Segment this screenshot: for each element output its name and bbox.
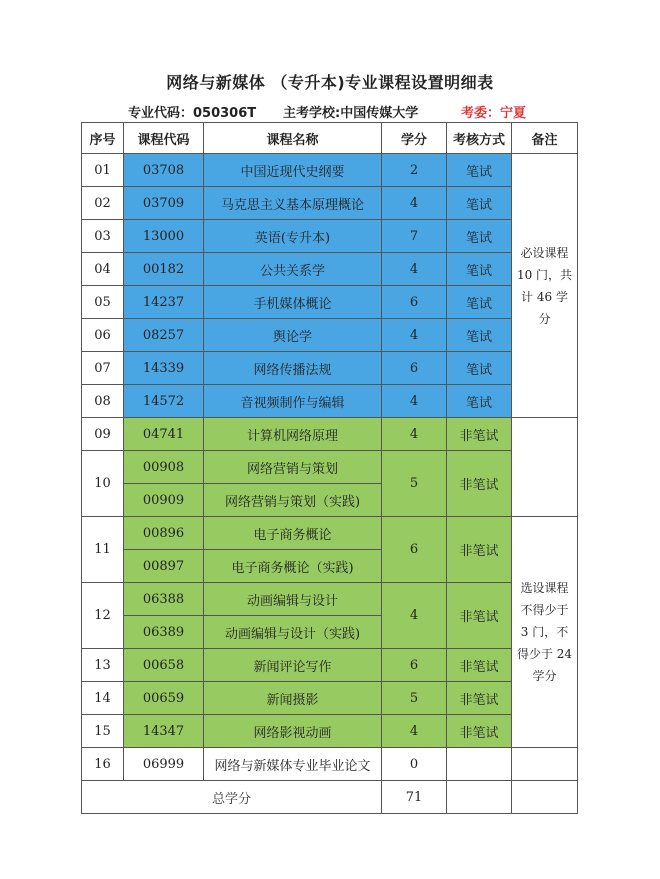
row-credit: 4 — [382, 187, 447, 220]
col-header-name: 课程名称 — [204, 123, 382, 154]
row-course-name: 网络传播法规 — [204, 352, 382, 385]
row-course-name: 动画编辑与设计（实践) — [204, 616, 382, 649]
row-credit: 4 — [382, 715, 447, 748]
table-row — [82, 418, 578, 451]
col-header-credit: 学分 — [382, 123, 447, 154]
row-code: 14237 — [124, 286, 204, 319]
row-credit: 5 — [382, 451, 447, 517]
row-no: 14 — [82, 682, 124, 715]
table-row — [82, 319, 578, 352]
table-row — [82, 715, 578, 748]
row-course-name: 中国近现代史纲要 — [204, 154, 382, 187]
row-code: 14347 — [124, 715, 204, 748]
major-code: 专业代码：050306T — [128, 106, 257, 121]
row-course-name: 舆论学 — [204, 319, 382, 352]
col-header-no: 序号 — [82, 123, 124, 154]
row-exam: 笔试 — [447, 187, 512, 220]
row-credit: 4 — [382, 253, 447, 286]
row-course-name: 电子商务概论（实践) — [204, 550, 382, 583]
row-exam: 非笔试 — [447, 682, 512, 715]
row-credit: 5 — [382, 682, 447, 715]
row-credit: 4 — [382, 583, 447, 649]
row-exam: 非笔试 — [447, 649, 512, 682]
row-no: 11 — [82, 517, 124, 583]
col-header-exam: 考核方式 — [447, 123, 512, 154]
row-credit: 6 — [382, 286, 447, 319]
row-no: 08 — [82, 385, 124, 418]
row-code: 04741 — [124, 418, 204, 451]
row-code: 00182 — [124, 253, 204, 286]
row-exam: 笔试 — [447, 385, 512, 418]
row-no: 03 — [82, 220, 124, 253]
row-no: 09 — [82, 418, 124, 451]
row-course-name: 马克思主义基本原理概论 — [204, 187, 382, 220]
row-no: 06 — [82, 319, 124, 352]
row-exam: 笔试 — [447, 352, 512, 385]
row-course-name: 电子商务概论 — [204, 517, 382, 550]
table-row — [82, 451, 578, 484]
row-course-name: 手机媒体概论 — [204, 286, 382, 319]
row-exam: 笔试 — [447, 286, 512, 319]
row-code: 00658 — [124, 649, 204, 682]
row-no: 16 — [82, 748, 124, 781]
row-code: 03708 — [124, 154, 204, 187]
row-code: 00659 — [124, 682, 204, 715]
row-exam: 非笔试 — [447, 418, 512, 451]
row-code: 00897 — [124, 550, 204, 583]
note-empty — [512, 418, 578, 517]
row-no: 02 — [82, 187, 124, 220]
row-code: 08257 — [124, 319, 204, 352]
row-credit: 2 — [382, 154, 447, 187]
row-note — [512, 748, 578, 781]
row-exam: 非笔试 — [447, 451, 512, 517]
row-credit: 4 — [382, 418, 447, 451]
total-value: 71 — [382, 781, 447, 814]
row-exam: 笔试 — [447, 253, 512, 286]
note-required: 必设课程 10 门，共计 46 学分 — [512, 154, 578, 418]
table-row — [82, 253, 578, 286]
table-row — [82, 748, 578, 781]
page-title: 网络与新媒体 （专升本)专业课程设置明细表 — [166, 73, 494, 92]
row-no: 10 — [82, 451, 124, 517]
row-exam: 非笔试 — [447, 583, 512, 649]
row-course-name: 网络营销与策划（实践) — [204, 484, 382, 517]
exam-committee: 考委：宁夏 — [461, 106, 527, 121]
table-row — [82, 682, 578, 715]
table-row — [82, 352, 578, 385]
row-no: 05 — [82, 286, 124, 319]
row-exam — [447, 748, 512, 781]
row-credit: 4 — [382, 385, 447, 418]
row-credit: 6 — [382, 352, 447, 385]
row-course-name: 计算机网络原理 — [204, 418, 382, 451]
row-exam: 非笔试 — [447, 517, 512, 583]
table-row — [82, 187, 578, 220]
row-no: 12 — [82, 583, 124, 649]
row-course-name: 新闻摄影 — [204, 682, 382, 715]
row-credit: 6 — [382, 517, 447, 583]
col-header-note: 备注 — [512, 123, 578, 154]
row-code: 00908 — [124, 451, 204, 484]
course-table — [81, 122, 578, 814]
row-no: 01 — [82, 154, 124, 187]
row-credit: 0 — [382, 748, 447, 781]
row-code: 14572 — [124, 385, 204, 418]
table-row — [82, 154, 578, 187]
table-row — [82, 286, 578, 319]
row-code: 06388 — [124, 583, 204, 616]
table-row — [82, 220, 578, 253]
row-course-name: 新闻评论写作 — [204, 649, 382, 682]
row-course-name: 网络营销与策划 — [204, 451, 382, 484]
row-course-name: 公共关系学 — [204, 253, 382, 286]
row-no: 15 — [82, 715, 124, 748]
total-note-empty — [512, 781, 578, 814]
row-exam: 笔试 — [447, 319, 512, 352]
total-exam-empty — [447, 781, 512, 814]
table-row — [82, 385, 578, 418]
row-course-name: 英语(专升本) — [204, 220, 382, 253]
row-credit: 4 — [382, 319, 447, 352]
row-course-name: 音视频制作与编辑 — [204, 385, 382, 418]
col-header-code: 课程代码 — [124, 123, 204, 154]
row-course-name: 网络影视动画 — [204, 715, 382, 748]
row-code: 00896 — [124, 517, 204, 550]
row-code: 06999 — [124, 748, 204, 781]
table-row — [82, 583, 578, 616]
row-code: 00909 — [124, 484, 204, 517]
row-no: 07 — [82, 352, 124, 385]
row-course-name: 动画编辑与设计 — [204, 583, 382, 616]
row-no: 04 — [82, 253, 124, 286]
row-exam: 非笔试 — [447, 715, 512, 748]
table-row — [82, 649, 578, 682]
row-no: 13 — [82, 649, 124, 682]
table-header — [82, 123, 578, 154]
row-course-name: 网络与新媒体专业毕业论文 — [204, 748, 382, 781]
row-credit: 7 — [382, 220, 447, 253]
row-credit: 6 — [382, 649, 447, 682]
note-elective: 选设课程不得少于 3 门，不得少于 24 学分 — [512, 517, 578, 748]
table-row — [82, 517, 578, 550]
row-exam: 笔试 — [447, 154, 512, 187]
total-label: 总学分 — [82, 781, 382, 814]
row-code: 14339 — [124, 352, 204, 385]
host-school: 主考学校:中国传媒大学 — [283, 106, 419, 121]
total-row — [82, 781, 578, 814]
row-code: 03709 — [124, 187, 204, 220]
row-code: 06389 — [124, 616, 204, 649]
row-code: 13000 — [124, 220, 204, 253]
row-exam: 笔试 — [447, 220, 512, 253]
